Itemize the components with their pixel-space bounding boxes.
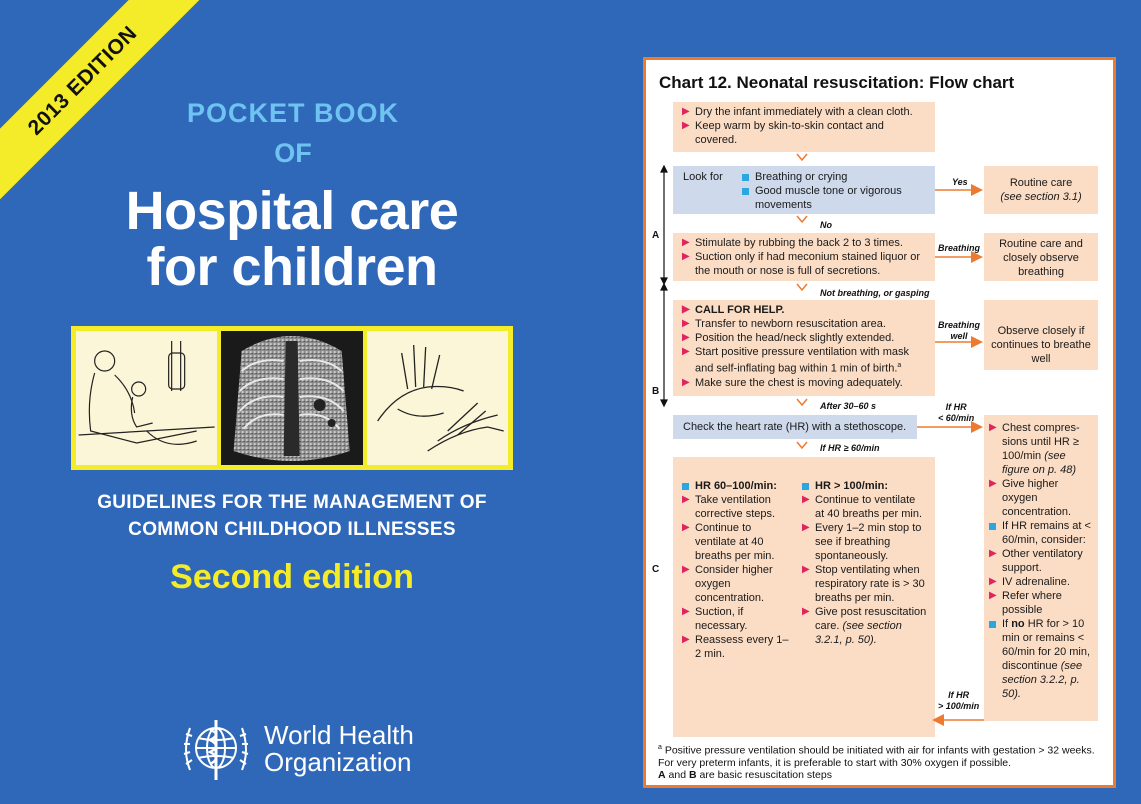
routine-care-ref: (see section 3.1) <box>1000 191 1082 203</box>
breathing-well-label: Breathing well <box>938 320 981 341</box>
bullet-arrow-icon: ▶ <box>989 548 997 559</box>
stimulate-box <box>673 233 935 281</box>
bullet-arrow-icon: ▶ <box>682 318 690 329</box>
edition-ribbon-text: 2013 EDITION <box>23 21 142 140</box>
list-item: ▶ Consider higher oxygen concentration. <box>682 564 773 604</box>
bullet-arrow-icon: ▶ <box>682 106 690 117</box>
list-item: ▶ Suction only if had meconium stained liquor or the mouth or nose is full of secretions. <box>682 251 921 277</box>
bullet-arrow-icon: ▶ <box>682 564 690 575</box>
bullet-arrow-icon: ▶ <box>802 494 810 505</box>
list-item: ▶ Give post resuscitation care. (see section 3.2.1, p. 50). <box>802 606 927 646</box>
routine-care-text: Routine care <box>1009 177 1073 189</box>
list-item: ▶ Start positive pressure ventilation with mask and self-inflating bag within 1 min of birth.$^a$ <box>682 346 909 375</box>
check-heart-rate-text: Check the heart rate (HR) with a stethoscope. <box>683 421 907 433</box>
bullet-square-icon <box>989 519 999 533</box>
list-item: If no HR for > 10 min or remains < 60/min for 20 min, discontinue (see section 3.2.2, p. 50). <box>986 617 1096 701</box>
no-label: No <box>820 220 832 230</box>
bullet-arrow-icon: ▶ <box>802 522 810 533</box>
step-letter-a: A <box>652 230 660 241</box>
down-arrow-3 <box>797 284 807 290</box>
who-name-line2: Organization <box>264 747 412 777</box>
list-item: ▶ CALL FOR HELP. <box>682 304 785 316</box>
chart-title: Chart 12. Neonatal resuscitation: Flow chart <box>659 73 1015 92</box>
chest-xray-image <box>221 331 362 465</box>
edition-text: Second edition <box>170 558 414 596</box>
bullet-arrow-icon: ▶ <box>682 346 690 357</box>
hr-gt100-label: If HR > 100/min <box>938 690 980 711</box>
footnote: $^a$ Positive pressure ventilation should be initiated with air for infants with gestation > 32 weeks. For very preterm infants, it is preferable to start with 30% oxygen if possible. A and B are basic resuscitation steps <box>658 744 1095 781</box>
routine-care-box <box>984 166 1098 214</box>
list-item: ▶ Position the head/neck slightly extended. <box>682 332 895 344</box>
bullet-arrow-icon: ▶ <box>989 576 997 587</box>
chest-compressions-box <box>984 415 1098 721</box>
pocket-book-line1: POCKET BOOK <box>186 98 399 128</box>
list-item: If HR remains at < 60/min, consider: <box>986 519 1096 547</box>
pocket-book-line2: OF <box>274 138 312 168</box>
list-item: ▶ Continue to ventilate at 40 breaths per min. <box>682 522 775 562</box>
bullet-arrow-icon: ▶ <box>989 422 997 433</box>
call-for-help-box <box>673 300 935 396</box>
down-arrow-2 <box>797 216 807 222</box>
step-letter-c: C <box>652 564 660 575</box>
bullet-arrow-icon: ▶ <box>989 478 997 489</box>
bullet-arrow-icon: ▶ <box>682 522 690 533</box>
guidelines-line1: GUIDELINES FOR THE MANAGEMENT OF <box>97 492 487 513</box>
list-item: ▶ Take ventilation corrective steps. <box>682 494 776 520</box>
who-emblem-icon <box>176 714 256 784</box>
bullet-square-icon <box>682 479 692 493</box>
list-item: ▶ Reassess every 1–2 min. <box>682 634 789 660</box>
list-item: ▶ Dry the infant immediately with a clean cloth. <box>682 106 913 118</box>
bullet-arrow-icon: ▶ <box>682 634 690 645</box>
down-arrow-1 <box>797 154 807 160</box>
list-item: ▶ Transfer to newborn resuscitation area. <box>682 318 886 330</box>
hr-ge60-label: If HR ≥ 60/min <box>820 443 880 453</box>
cover-title-line1: Hospital care <box>125 181 459 241</box>
bullet-square-icon <box>742 184 752 198</box>
list-item: ▶ Make sure the chest is moving adequately. <box>682 376 903 389</box>
list-item: ▶ Suction, if necessary. <box>682 606 748 632</box>
routine-observe-text: Routine care and closely observe breathing <box>999 238 1083 278</box>
list-item: ▶ Stimulate by rubbing the back 2 to 3 times. <box>682 237 903 249</box>
bullet-arrow-icon: ▶ <box>682 237 690 248</box>
bullet-arrow-icon: ▶ <box>802 564 810 575</box>
list-item: ▶ IV adrenaline. <box>989 576 1070 588</box>
check-heart-rate-box <box>673 415 917 439</box>
breathing-label: Breathing <box>938 243 981 253</box>
observe-closely-text: Observe closely if continues to breathe well <box>991 325 1091 365</box>
bullet-arrow-icon: ▶ <box>682 251 690 262</box>
step-dry-infant-box <box>673 102 935 152</box>
list-item: ▶ Other ventilatory support. <box>989 548 1083 574</box>
bullet-arrow-icon: ▶ <box>682 376 690 388</box>
list-item: Good muscle tone or vigorous movements <box>739 184 929 212</box>
flowchart-page <box>643 57 1116 788</box>
after-time-label: After 30–60 s <box>820 401 877 411</box>
list-item: HR 60–100/min: <box>679 479 791 493</box>
bullet-arrow-icon: ▶ <box>682 606 690 617</box>
look-for-box <box>673 166 935 214</box>
hr-lt60-label: If HR < 60/min <box>938 402 975 423</box>
bullet-arrow-icon: ▶ <box>682 494 690 505</box>
bullet-arrow-icon: ▶ <box>682 332 690 343</box>
cover-illustrations <box>71 326 513 470</box>
bullet-arrow-icon: ▶ <box>682 120 690 131</box>
observe-closely-box <box>984 300 1098 370</box>
down-arrow-5 <box>797 442 807 448</box>
bullet-arrow-icon: ▶ <box>989 590 997 601</box>
cover-title-line2: for children <box>146 237 438 297</box>
who-name-line1: World Health <box>264 720 414 750</box>
bullet-square-icon <box>742 170 752 184</box>
yes-label: Yes <box>952 177 968 187</box>
list-item: ▶ Give higher oxygen concentration. <box>989 478 1072 518</box>
list-item: Breathing or crying <box>739 170 929 184</box>
list-item: ▶ Continue to ventilate at 40 breaths per min. <box>802 494 923 520</box>
bullet-square-icon <box>989 617 999 631</box>
hr-over-100-column <box>799 479 927 647</box>
look-for-label: Look for <box>683 171 723 183</box>
bullet-arrow-icon: ▶ <box>682 304 690 315</box>
nurse-child-illustration <box>76 331 217 465</box>
list-item: ▶ Refer where possible <box>989 590 1062 616</box>
routine-observe-box <box>984 233 1098 281</box>
bullet-square-icon <box>802 479 812 493</box>
list-item: HR > 100/min: <box>799 479 927 493</box>
bullet-arrow-icon: ▶ <box>802 606 810 617</box>
guidelines-line2: COMMON CHILDHOOD ILLNESSES <box>128 519 456 540</box>
list-item: ▶ Keep warm by skin-to-skin contact and covered. <box>682 120 884 146</box>
list-item: ▶ Stop ventilating when respiratory rate is > 30 breaths per min. <box>802 564 925 604</box>
hr-management-box <box>673 457 935 737</box>
list-item: ▶ Every 1–2 min stop to see if breathing spontaneously. <box>802 522 922 562</box>
step-letter-b: B <box>652 386 660 397</box>
who-logo <box>176 714 414 784</box>
down-arrow-4 <box>797 399 807 405</box>
list-item: ▶ Chest compres-sions until HR ≥ 100/min (see figure on p. 48) <box>989 422 1080 476</box>
hr-60-100-column <box>679 479 791 661</box>
hands-illustration <box>367 331 508 465</box>
not-breathing-label: Not breathing, or gasping <box>820 288 930 298</box>
